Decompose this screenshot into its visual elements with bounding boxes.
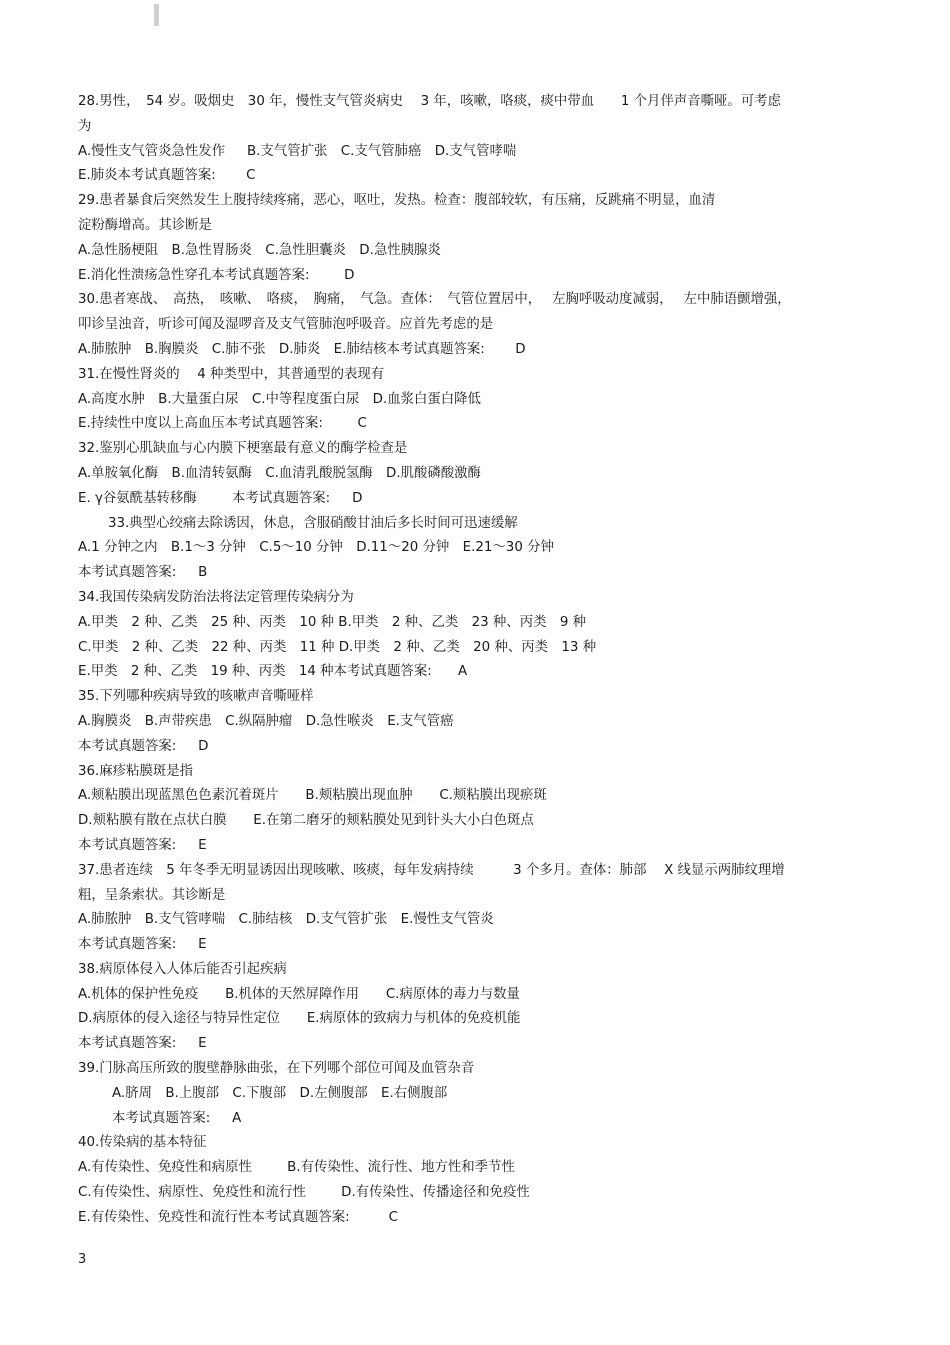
document-body xyxy=(78,90,868,1231)
text-line: 本考试真题答案: B xyxy=(78,565,208,581)
text-line: A.甲类 2 种、乙类 25 种、丙类 10 种 B.甲类 2 种、乙类 23 种、丙类 9 种 xyxy=(78,614,587,630)
text-line: C.甲类 2 种、乙类 22 种、丙类 11 种 D.甲类 2 种、乙类 20 种、丙类 13 种 xyxy=(78,639,597,655)
text-line: 为 xyxy=(78,118,92,134)
text-line: D.颊粘膜有散在点状白膜 E.在第二磨牙的颊粘膜处见到针头大小白色斑点 xyxy=(78,813,534,829)
text-line: A.1 分钟之内 B.1～3 分钟 C.5～10 分钟 D.11～20 分钟 E.21～30 分钟 xyxy=(78,540,554,556)
text-line: E.消化性溃疡急性穿孔本考试真题答案: D xyxy=(78,267,355,283)
text-line: A.慢性支气管炎急性发作 B.支气管扩张 C.支气管肺癌 D.支气管哮喘 xyxy=(78,143,517,159)
text-line: E.肺炎本考试真题答案: C xyxy=(78,168,256,184)
text-line: A.胸膜炎 B.声带疾患 C.纵隔肿瘤 D.急性喉炎 E.支气管癌 xyxy=(78,713,454,729)
text-line: 本考试真题答案: A xyxy=(112,1110,242,1126)
text-line: D.病原体的侵入途径与特异性定位 E.病原体的致病力与机体的免疫机能 xyxy=(78,1011,521,1027)
text-line: 29.患者暴食后突然发生上腹持续疼痛，恶心，呕吐，发热。检查：腹部较软，有压痛，反跳痛不明显，血清 xyxy=(78,193,716,209)
text-line: A.脐周 B.上腹部 C.下腹部 D.左侧腹部 E.右侧腹部 xyxy=(112,1085,448,1101)
text-line: 38.病原体侵入人体后能否引起疾病 xyxy=(78,961,287,977)
text-line: 本考试真题答案: E xyxy=(78,837,207,853)
text-line: E.持续性中度以上高血压本考试真题答案: C xyxy=(78,416,367,432)
text-line: 叩诊呈浊音，听诊可闻及湿啰音及支气管肺泡呼吸音。应首先考虑的是 xyxy=(78,317,494,333)
text-line: 本考试真题答案: E xyxy=(78,1036,207,1052)
text-line: A.有传染性、免疫性和病原性 B.有传染性、流行性、地方性和季节性 xyxy=(78,1160,515,1176)
text-line: 39.门脉高压所致的腹壁静脉曲张，在下列哪个部位可闻及血管杂音 xyxy=(78,1061,475,1077)
text-line: E.有传染性、免疫性和流行性本考试真题答案: C xyxy=(78,1209,398,1225)
text-line: A.机体的保护性免疫 B.机体的天然屏障作用 C.病原体的毒力与数量 xyxy=(78,986,520,1002)
text-line: 37.患者连续 5 年冬季无明显诱因出现咳嗽、咳痰，每年发病持续 3 个多月。查体：肺部 X 线显示两肺纹理增 xyxy=(78,862,785,878)
text-line: A.肺脓肿 B.支气管哮喘 C.肺结核 D.支气管扩张 E.慢性支气管炎 xyxy=(78,912,494,928)
scan-mark xyxy=(154,4,159,26)
text-line: 32.鉴别心肌缺血与心内膜下梗塞最有意义的酶学检查是 xyxy=(78,441,408,457)
text-line: 本考试真题答案: D xyxy=(78,738,209,754)
text-line: E. γ谷氨酰基转移酶 本考试真题答案: D xyxy=(78,490,363,506)
text-line: 36.麻疹粘膜斑是指 xyxy=(78,763,194,779)
text-line: 28.男性， 54 岁。吸烟史 30 年，慢性支气管炎病史 3 年，咳嗽，咯痰，痰中带血 1 个月伴声音嘶哑。可考虑 xyxy=(78,94,781,109)
text-line: E.甲类 2 种、乙类 19 种、丙类 14 种本考试真题答案: A xyxy=(78,664,468,680)
text-line: A.急性肠梗阻 B.急性胃肠炎 C.急性胆囊炎 D.急性胰腺炎 xyxy=(78,242,441,258)
text-line: 33.典型心绞痛去除诱因，休息，含服硝酸甘油后多长时间可迅速缓解 xyxy=(108,515,518,531)
text-line: A.肺脓肿 B.胸膜炎 C.肺不张 D.肺炎 E.肺结核本考试真题答案: D xyxy=(78,341,526,357)
text-line: 粗，呈条索状。其诊断是 xyxy=(78,887,226,903)
text-line: A.单胺氧化酶 B.血清转氨酶 C.血清乳酸脱氢酶 D.肌酸磷酸激酶 xyxy=(78,465,481,481)
text-line: 30.患者寒战、 高热， 咳嗽、 咯痰， 胸痛， 气急。查体： 气管位置居中， 左胸呼吸动度减弱， 左中肺语颤增强， xyxy=(78,292,791,308)
text-line: A.颊粘膜出现蓝黑色色素沉着斑片 B.颊粘膜出现血肿 C.颊粘膜出现瘀斑 xyxy=(78,788,547,804)
text-line: 淀粉酶增高。其诊断是 xyxy=(78,217,212,233)
text-line: 31.在慢性肾炎的 4 种类型中，其普通型的表现有 xyxy=(78,366,385,382)
text-line: 本考试真题答案: E xyxy=(78,937,207,953)
page-number: 3 xyxy=(78,1252,87,1267)
text-line: 40.传染病的基本特征 xyxy=(78,1135,207,1151)
text-line: C.有传染性、病原性、免疫性和流行性 D.有传染性、传播途径和免疫性 xyxy=(78,1185,530,1201)
text-line: 34.我国传染病发防治法将法定管理传染病分为 xyxy=(78,589,354,605)
text-line: A.高度水肿 B.大量蛋白尿 C.中等程度蛋白尿 D.血浆白蛋白降低 xyxy=(78,391,481,407)
text-line: 35.下列哪种疾病导致的咳嗽声音嘶哑样 xyxy=(78,689,314,705)
